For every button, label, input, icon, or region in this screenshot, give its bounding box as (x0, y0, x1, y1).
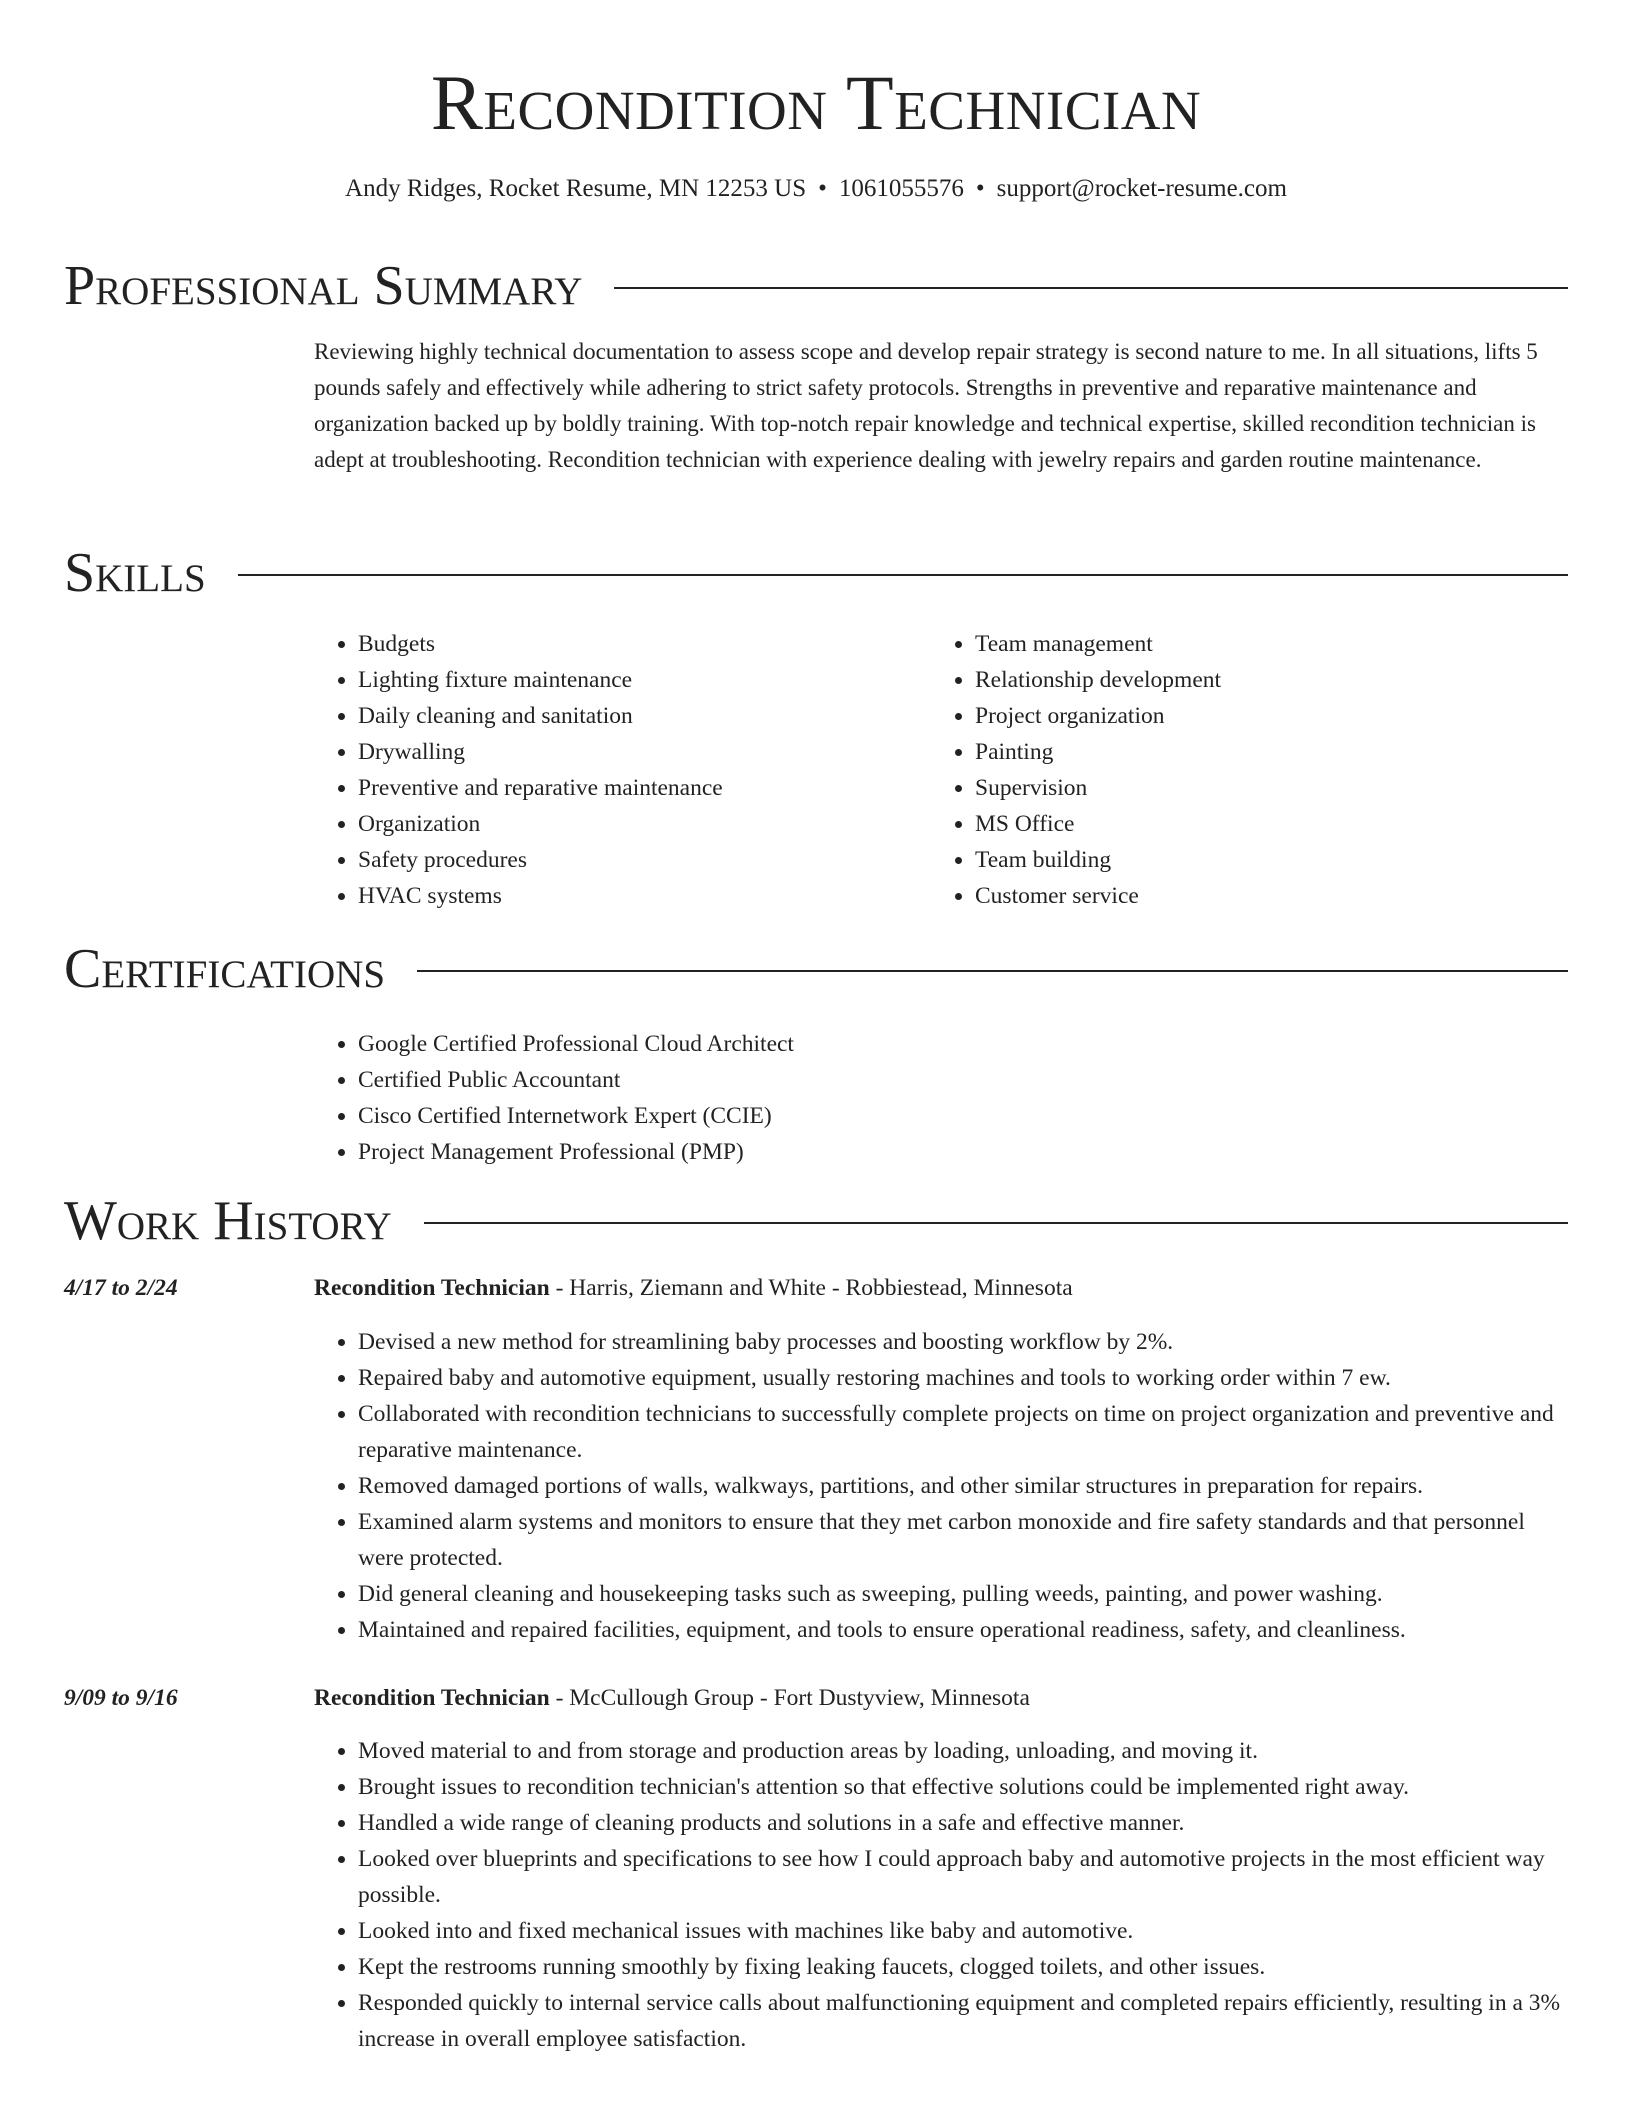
job-bullet: • Collaborated with recondition technicians to successfully complete projects on time on project organization and preventive and reparative maintenance. (358, 1396, 1564, 1468)
section-title: Work History (64, 1190, 392, 1252)
job-bullets (314, 1733, 1564, 2057)
job-bullet: • Removed damaged portions of walls, walkways, partitions, and other similar structures in preparation for repairs. (358, 1468, 1564, 1504)
certifications-block (314, 1026, 1564, 1170)
certifications-section-header (64, 937, 1568, 1001)
skill-item: • Daily cleaning and sanitation (358, 698, 914, 734)
contact-phone: 1061055576 (838, 175, 964, 202)
resume-title: Recondition Technician (430, 59, 1202, 146)
contact-separator: • (975, 175, 985, 202)
section-divider (424, 1222, 1568, 1224)
contact-name-location: Andy Ridges, Rocket Resume, MN 12253 US (345, 175, 807, 202)
job-bullet: • Kept the restrooms running smoothly by fixing leaking faucets, clogged toilets, and other issues. (358, 1949, 1564, 1985)
job-bullet: • Repaired baby and automotive equipment, usually restoring machines and tools to working order within 7 ew. (358, 1360, 1564, 1396)
certification-item: • Cisco Certified Internetwork Expert (CCIE) (358, 1098, 1564, 1134)
skill-item: • Team building (975, 842, 1531, 878)
section-divider (417, 970, 1568, 972)
contact-email[interactable]: support@rocket-resume.com (996, 175, 1287, 202)
section-divider (238, 574, 1568, 576)
job-bullet: • Looked into and fixed mechanical issues with machines like baby and automotive. (358, 1913, 1564, 1949)
job-bullet: • Looked over blueprints and specifications to see how I could approach baby and automotive projects in the most efficient way possible. (358, 1841, 1564, 1913)
job-header (314, 1680, 1564, 1716)
job-dates: 4/17 to 2/24 (64, 1275, 178, 1301)
certification-item: • Project Management Professional (PMP) (358, 1134, 1564, 1170)
job-header (314, 1270, 1564, 1306)
skill-item: • Painting (975, 734, 1531, 770)
skill-item: • Safety procedures (358, 842, 914, 878)
section-divider (614, 287, 1568, 289)
job-title: Recondition Technician (314, 1685, 550, 1711)
certifications-list (314, 1026, 1564, 1170)
job-bullet: • Handled a wide range of cleaning products and solutions in a safe and effective manner. (358, 1805, 1564, 1841)
summary-section-header (64, 254, 1568, 318)
skill-item: • MS Office (975, 806, 1531, 842)
skills-list-right (931, 626, 1531, 914)
job-dates: 9/09 to 9/16 (64, 1685, 178, 1711)
job-title: Recondition Technician (314, 1275, 550, 1301)
skill-item: • Lighting fixture maintenance (358, 662, 914, 698)
job-bullet: • Examined alarm systems and monitors to ensure that they met carbon monoxide and fire safety standards and that personnel were protected. (358, 1504, 1564, 1576)
job-bullets (314, 1324, 1564, 1648)
skills-list-left (314, 626, 914, 914)
work-history-section-header (64, 1189, 1568, 1253)
certification-item: • Certified Public Accountant (358, 1062, 1564, 1098)
job-bullets-block (314, 1324, 1564, 1648)
skill-item: • Budgets (358, 626, 914, 662)
skill-item: • Organization (358, 806, 914, 842)
job-details: - Harris, Ziemann and White - Robbiestead, Minnesota (549, 1275, 1073, 1301)
section-title: Certifications (64, 938, 386, 1000)
job-bullet: • Responded quickly to internal service calls about malfunctioning equipment and completed repairs efficiently, resulting in a 3% increase in overall employee satisfaction. (358, 1985, 1564, 2057)
job-bullet: • Moved material to and from storage and production areas by loading, unloading, and moving it. (358, 1733, 1564, 1769)
job-bullet: • Devised a new method for streamlining baby processes and boosting workflow by 2%. (358, 1324, 1564, 1360)
skill-item: • Project organization (975, 698, 1531, 734)
certification-item: • Google Certified Professional Cloud Architect (358, 1026, 1564, 1062)
skills-column-left (314, 626, 914, 914)
job-bullet: • Brought issues to recondition technician's attention so that effective solutions could be implemented right away. (358, 1769, 1564, 1805)
summary-text: Reviewing highly technical documentation to assess scope and develop repair strategy is second nature to me. In all situations, lifts 5 pounds safely and effectively while adhering to strict safety protocols. Strengths in preventive and reparative maintenance and organization backed up by boldly training. With top-notch repair knowledge and technical expertise, skilled recondition technician is adept at troubleshooting. Recondition technician with experience dealing with jewelry repairs and garden routine maintenance. (314, 339, 1538, 472)
skill-item: • Team management (975, 626, 1531, 662)
section-title: Skills (64, 542, 206, 604)
skill-item: • Preventive and reparative maintenance (358, 770, 914, 806)
job-details: - McCullough Group - Fort Dustyview, Minnesota (549, 1685, 1030, 1711)
skill-item: • Customer service (975, 878, 1531, 914)
job-bullet: • Maintained and repaired facilities, equipment, and tools to ensure operational readiness, safety, and cleanliness. (358, 1612, 1564, 1648)
skill-item: • HVAC systems (358, 878, 914, 914)
contact-separator: • (818, 175, 827, 202)
skills-section-header (64, 541, 1568, 605)
contact-line (0, 172, 1632, 206)
skill-item: • Relationship development (975, 662, 1531, 698)
skill-item: • Drywalling (358, 734, 914, 770)
section-title: Professional Summary (64, 255, 583, 317)
job-bullet: • Did general cleaning and housekeeping tasks such as sweeping, pulling weeds, painting, and power washing. (358, 1576, 1564, 1612)
skills-column-right (931, 626, 1531, 914)
job-bullets-block (314, 1733, 1564, 2057)
skill-item: • Supervision (975, 770, 1531, 806)
